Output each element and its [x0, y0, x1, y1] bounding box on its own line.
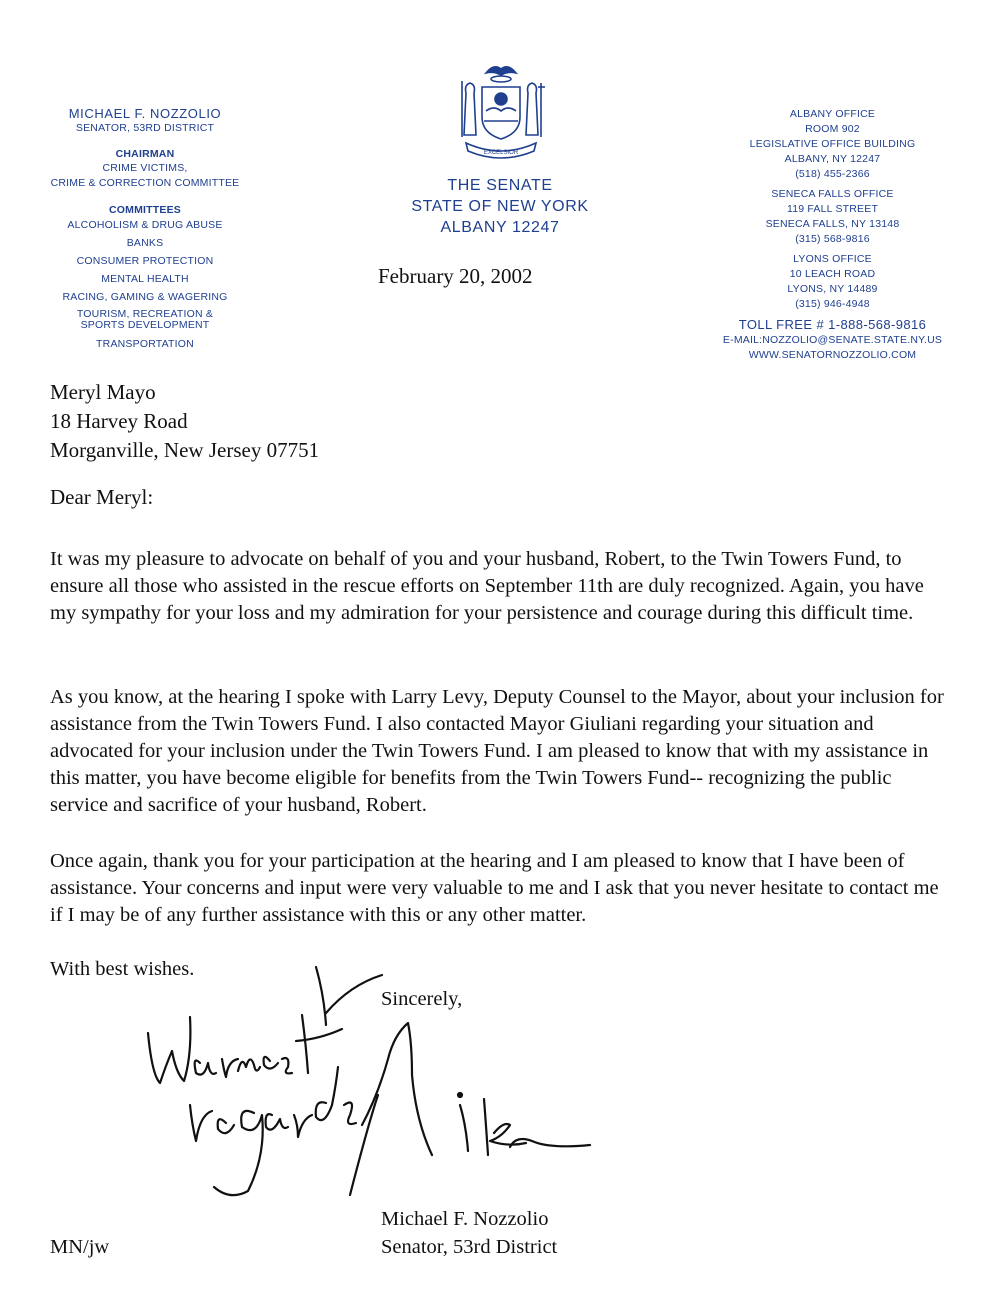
office-line: 119 FALL STREET	[786, 203, 879, 215]
office-name: SENECA FALLS OFFICE	[771, 188, 894, 200]
senator-name: MICHAEL F. NOZZOLIO	[68, 106, 222, 121]
committee-item-transportation: TRANSPORTATION	[96, 338, 194, 350]
website-url: WWW.SENATORNOZZOLIO.COM	[748, 349, 917, 361]
office-line: ROOM 902	[805, 123, 860, 135]
office-name: LYONS OFFICE	[793, 253, 872, 265]
letterhead-right-column	[710, 107, 955, 363]
senate-city: ALBANY 12247	[440, 219, 560, 236]
recipient-address	[50, 378, 319, 465]
committee-item: RACING, GAMING & WAGERING	[62, 291, 228, 303]
senate-title: THE SENATE	[447, 177, 553, 194]
office-name: ALBANY OFFICE	[789, 108, 876, 120]
office-line: LYONS, NY 14489	[787, 283, 878, 295]
closing-wishes: With best wishes.	[50, 958, 195, 980]
senate-state: STATE OF NEW YORK	[411, 198, 589, 215]
office-block-lyons	[710, 252, 955, 312]
chairman-line-2: CRIME & CORRECTION COMMITTEE	[50, 177, 240, 189]
committee-item: BANKS	[126, 237, 164, 249]
salutation: Dear Meryl:	[50, 485, 154, 509]
letterhead-center	[380, 175, 620, 238]
office-line: (315) 946-4948	[795, 298, 870, 310]
office-line: ALBANY, NY 12247	[784, 153, 881, 165]
senator-district: SENATOR, 53RD DISTRICT	[75, 122, 215, 134]
office-block-seneca-falls	[710, 187, 955, 247]
recipient-street: 18 Harvey Road	[50, 409, 188, 433]
tourism-line-2: SPORTS DEVELOPMENT	[80, 319, 210, 331]
chairman-line-1: CRIME VICTIMS,	[102, 162, 188, 174]
toll-free-number: TOLL FREE # 1-888-568-9816	[738, 317, 927, 332]
body-paragraph: Once again, thank you for your participation at the hearing and I am pleased to know that I have been of assistance. Your concerns and input were very valuable to me and I ask that you never hesitate to contact me if I may be of any further assistance with this or any other matter.	[50, 850, 939, 926]
seal-motto: EXCELSIOR	[483, 150, 519, 156]
committee-item: ALCOHOLISM & DRUG ABUSE	[67, 219, 223, 231]
new-york-state-seal-icon	[446, 55, 556, 165]
recipient-name: Meryl Mayo	[50, 380, 156, 404]
body-paragraph: As you know, at the hearing I spoke with Larry Levy, Deputy Counsel to the Mayor, about your inclusion for assistance from the Twin Towers Fund. I also contacted Mayor Giuliani regarding your situation and advocated for your inclusion under the Twin Towers Fund. I am pleased to know that with my assistance in this matter, you have become eligible for benefits from the Twin Towers Fund-- recognizing the public service and sacrifice of your husband, Robert.	[50, 686, 944, 816]
typist-initials: MN/jw	[50, 1236, 110, 1258]
handwritten-signature-icon	[130, 955, 630, 1215]
committee-item-tourism	[40, 309, 250, 331]
office-line: (518) 455-2366	[795, 168, 870, 180]
chairman-heading: CHAIRMAN	[115, 148, 175, 160]
sign-off: Sincerely,	[381, 988, 463, 1010]
committee-item: MENTAL HEALTH	[101, 273, 189, 285]
office-line: SENECA FALLS, NY 13148	[765, 218, 900, 230]
office-line: 10 LEACH ROAD	[789, 268, 876, 280]
letter-date: February 20, 2002	[378, 264, 533, 288]
office-line: (315) 568-9816	[795, 233, 870, 245]
committee-item: CONSUMER PROTECTION	[76, 255, 214, 267]
committees-heading: COMMITTEES	[109, 204, 181, 216]
letterhead-left-column	[40, 106, 250, 353]
office-block-albany	[710, 107, 955, 182]
body-paragraph: It was my pleasure to advocate on behalf of you and your husband, Robert, to the Twin Towers Fund, to ensure all those who assisted in the rescue efforts on September 11th are duly recognized. Again, you have my sympathy for your loss and my admiration for your persistence and courage during this difficult time.	[50, 548, 924, 624]
office-line: LEGISLATIVE OFFICE BUILDING	[749, 138, 916, 150]
signer-name: Michael F. Nozzolio	[381, 1208, 549, 1230]
tourism-line-1: TOURISM, RECREATION &	[76, 308, 214, 320]
signer-title: Senator, 53rd District	[381, 1236, 558, 1258]
email-address: E-MAIL:NOZZOLIO@SENATE.STATE.NY.US	[722, 334, 943, 346]
recipient-city: Morganville, New Jersey 07751	[50, 438, 320, 462]
